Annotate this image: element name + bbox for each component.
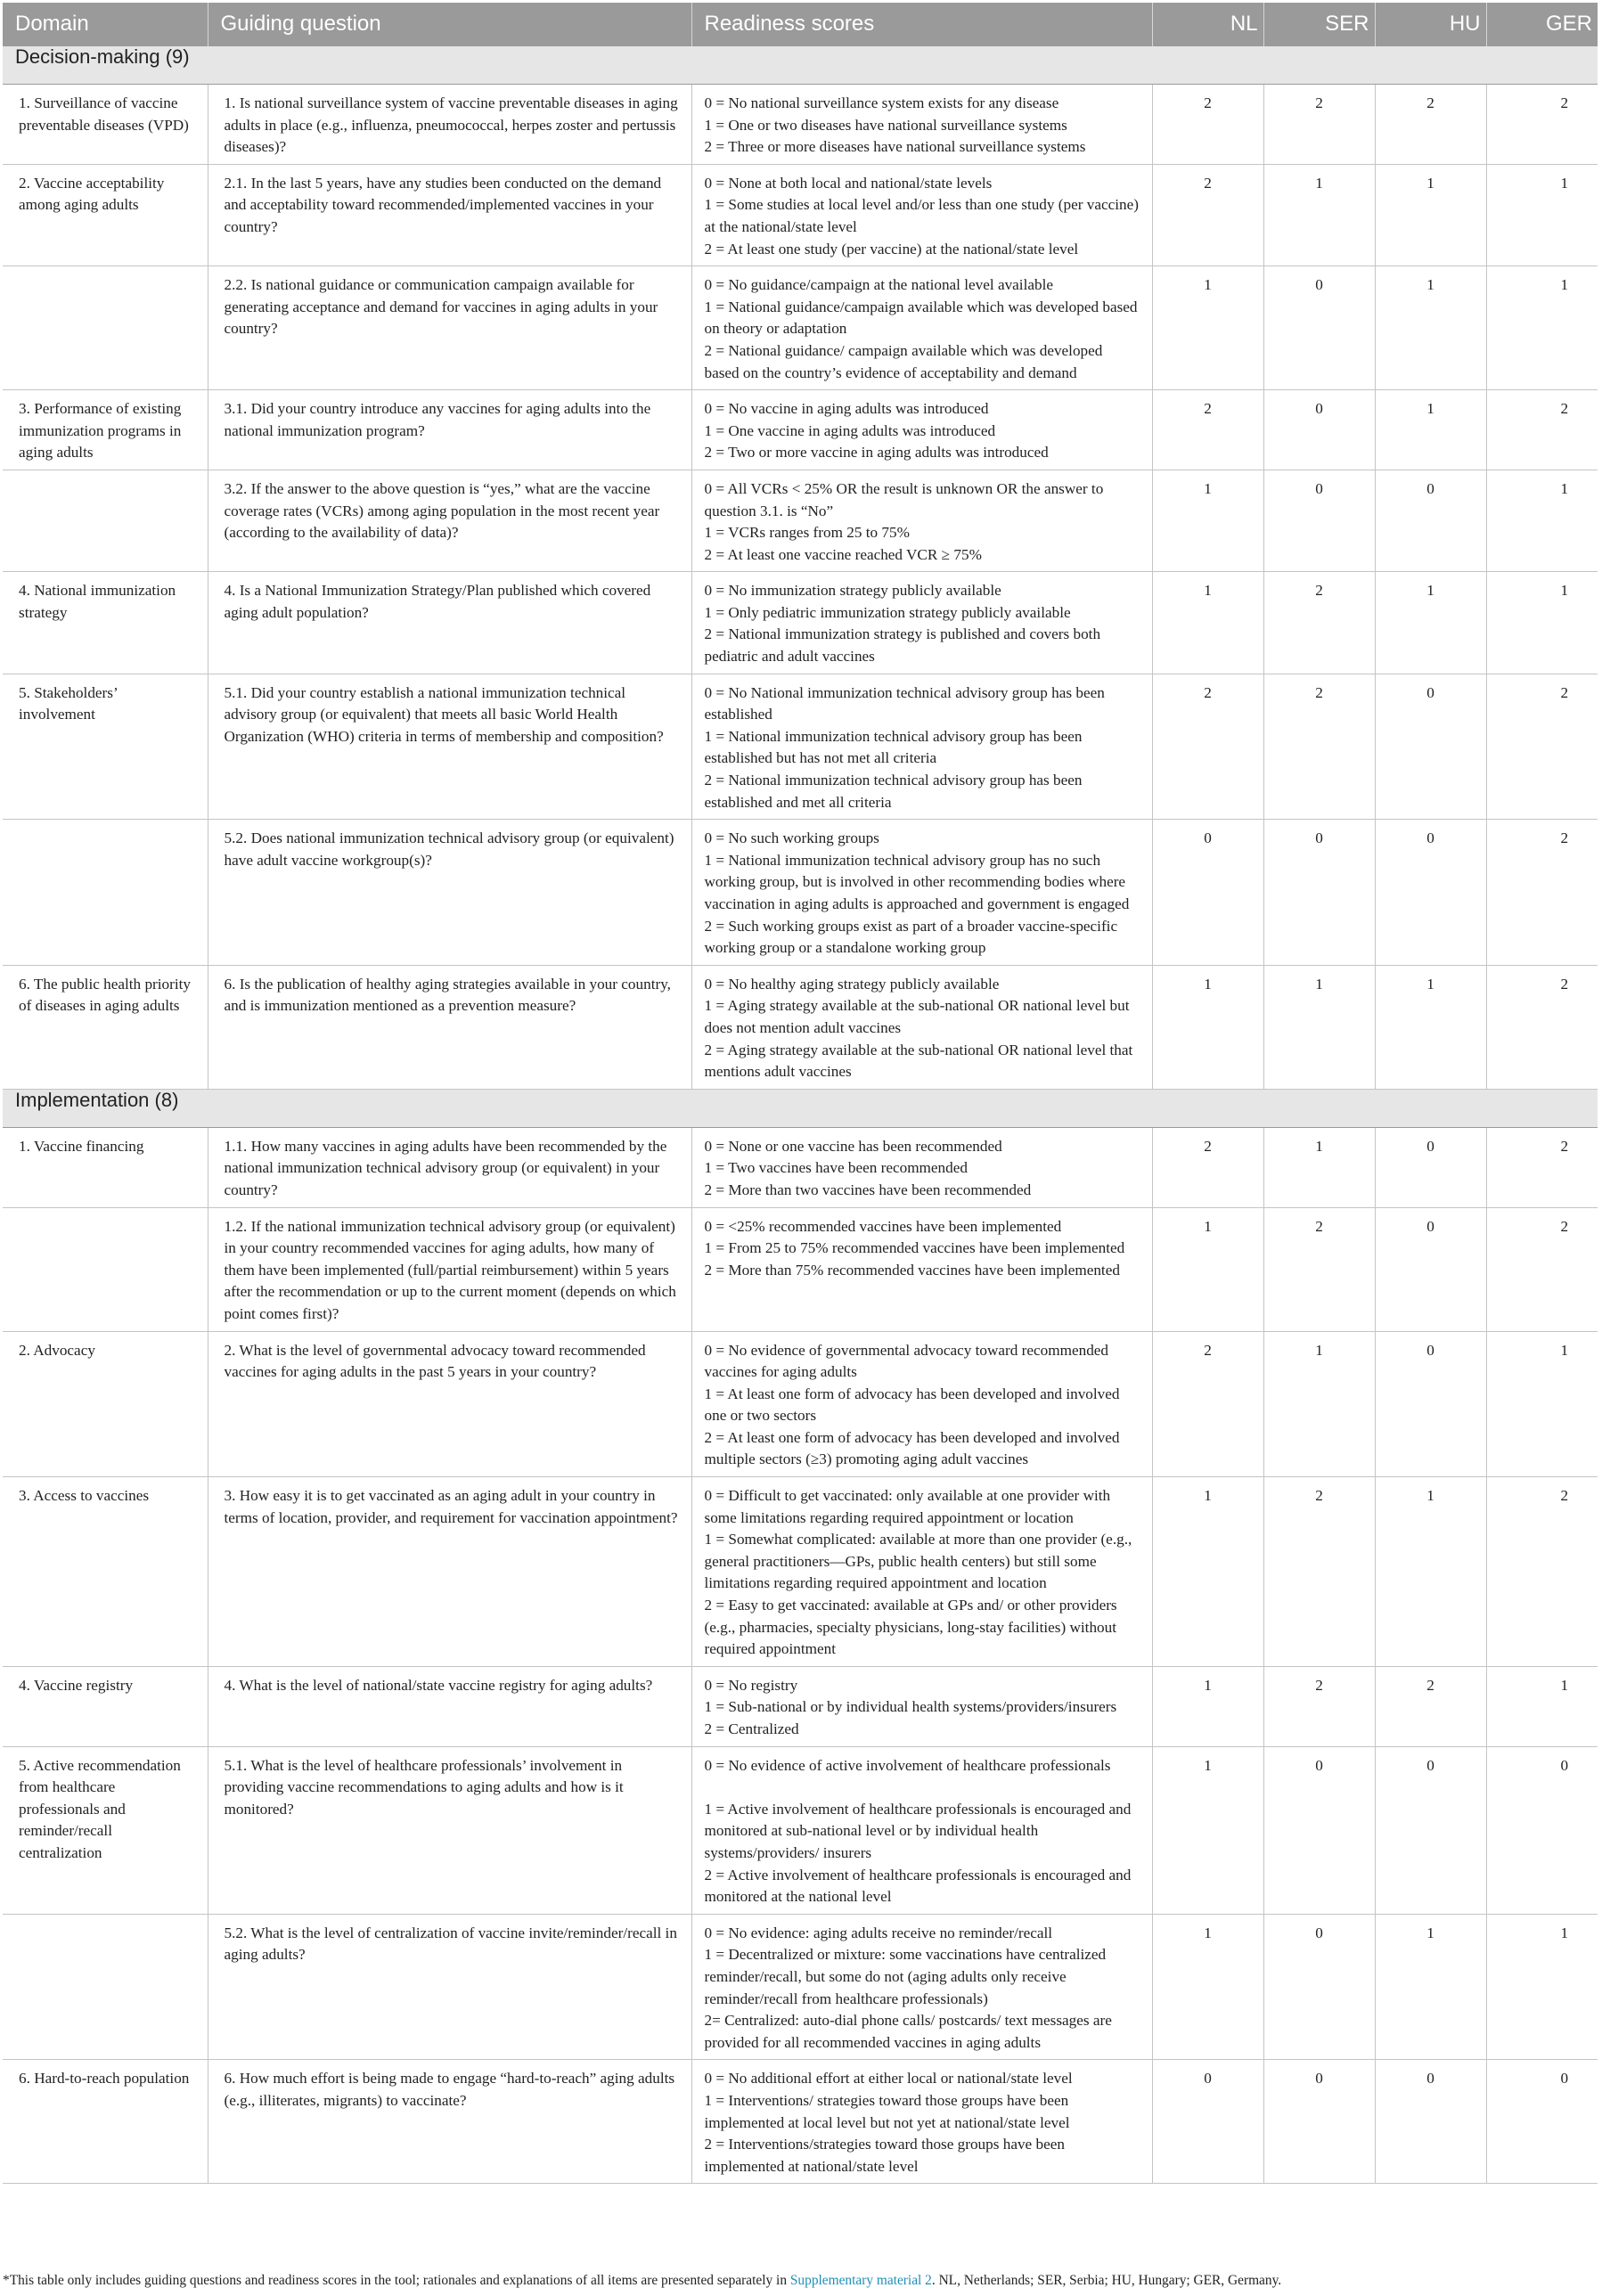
footnote-text-end: . NL, Netherlands; SER, Serbia; HU, Hungary; GER, Germany.: [931, 2273, 1282, 2288]
question-cell: 2.2. Is national guidance or communication campaign available for generating acceptance and demand for vaccines in aging adults in your country?: [208, 266, 691, 390]
table-row: [3, 470, 1598, 571]
domain-cell: 5. Stakeholders’ involvement: [3, 674, 208, 820]
domain-cell: 5. Active recommendation from healthcare professionals and reminder/recall centralization: [3, 1746, 208, 1914]
score-ser: 2: [1263, 85, 1375, 165]
scores-cell: [691, 390, 1152, 470]
header-domain: Domain: [3, 3, 208, 46]
header-ser: SER: [1263, 3, 1375, 46]
score-line: 1 = From 25 to 75% recommended vaccines have been implemented: [704, 1239, 1125, 1257]
score-nl: 0: [1152, 2060, 1263, 2184]
question-cell: 6. Is the publication of healthy aging strategies available in your country, and is immunization mentioned as a prevention measure?: [208, 965, 691, 1089]
score-nl: 1: [1152, 1746, 1263, 1914]
score-line: 1 = Decentralized or mixture: some vaccinations have centralized reminder/recall, but some do not (aging adults only receive reminder/recall from healthcare professionals): [704, 1946, 1107, 2007]
domain-cell: [3, 1914, 208, 2060]
scores-cell: [691, 1127, 1152, 1207]
score-ser: 2: [1263, 1207, 1375, 1331]
table-row: [3, 965, 1598, 1089]
score-line: 0 = No guidance/campaign at the national level available: [704, 276, 1053, 294]
score-line: 2 = Interventions/strategies toward those groups have been implemented at national/state level: [704, 2136, 1065, 2175]
score-ger: 2: [1486, 674, 1598, 820]
score-line: 1 = Aging strategy available at the sub-national OR national level but does not mention adult vaccines: [704, 997, 1130, 1036]
domain-cell: [3, 820, 208, 966]
score-nl: 1: [1152, 1477, 1263, 1667]
score-line: 0 = None or one vaccine has been recommended: [704, 1137, 1002, 1155]
score-ser: 2: [1263, 674, 1375, 820]
footnote-text: *This table only includes guiding questions and readiness scores in the tool; rationales and explanations of all items are presented separately in: [3, 2273, 790, 2288]
score-line: 0 = No evidence of active involvement of healthcare professionals: [704, 1756, 1111, 1774]
score-ger: 1: [1486, 1914, 1598, 2060]
question-cell: 1.1. How many vaccines in aging adults have been recommended by the national immunization technical advisory group (or equivalent) in your country?: [208, 1127, 691, 1207]
score-ger: 2: [1486, 85, 1598, 165]
table-row: [3, 1914, 1598, 2060]
score-hu: 0: [1375, 470, 1486, 571]
table-row: [3, 266, 1598, 390]
score-hu: 0: [1375, 674, 1486, 820]
score-hu: 0: [1375, 1207, 1486, 1331]
score-ger: 0: [1486, 2060, 1598, 2184]
score-hu: 2: [1375, 1666, 1486, 1746]
score-ger: 2: [1486, 1207, 1598, 1331]
table-row: [3, 390, 1598, 470]
score-ger: 2: [1486, 1127, 1598, 1207]
scores-cell: [691, 1207, 1152, 1331]
header-nl: NL: [1152, 3, 1263, 46]
question-cell: 3.2. If the answer to the above question is “yes,” what are the vaccine coverage rates (VCRs) among aging population in the most recent year (according to the availability of data)?: [208, 470, 691, 571]
scores-cell: [691, 965, 1152, 1089]
question-cell: 3.1. Did your country introduce any vaccines for aging adults into the national immunization program?: [208, 390, 691, 470]
score-line: 2 = National guidance/ campaign available which was developed based on the country’s evidence of acceptability and demand: [704, 341, 1103, 381]
score-line: 2 = Such working groups exist as part of a broader vaccine-specific working group or a standalone working group: [704, 917, 1118, 957]
score-line: 1 = Two vaccines have been recommended: [704, 1159, 968, 1177]
section-row: [3, 46, 1598, 85]
score-ger: 1: [1486, 1331, 1598, 1477]
score-hu: 1: [1375, 1914, 1486, 2060]
score-line: 0 = No healthy aging strategy publicly available: [704, 975, 1000, 993]
score-hu: 1: [1375, 1477, 1486, 1667]
question-cell: 3. How easy it is to get vaccinated as an aging adult in your country in terms of location, provider, and requirement for vaccination appointment?: [208, 1477, 691, 1667]
supplementary-link[interactable]: Supplementary material 2: [789, 2273, 932, 2288]
scores-cell: [691, 674, 1152, 820]
score-line: 0 = No national surveillance system exists for any disease: [704, 94, 1059, 111]
question-cell: 5.1. Did your country establish a national immunization technical advisory group (or equivalent) that meets all basic World Health Organization (WHO) criteria in terms of membership and composition?: [208, 674, 691, 820]
table-container: [3, 3, 1598, 2184]
score-hu: 0: [1375, 1746, 1486, 1914]
question-cell: 5.1. What is the level of healthcare professionals’ involvement in providing vaccine recommendations to aging adults and how is it monitored?: [208, 1746, 691, 1914]
question-cell: 2. What is the level of governmental advocacy toward recommended vaccines for aging adults in the past 5 years in your country?: [208, 1331, 691, 1477]
score-ger: 0: [1486, 1746, 1598, 1914]
score-line: 1 = VCRs ranges from 25 to 75%: [704, 524, 910, 542]
readiness-table: [3, 3, 1598, 2184]
score-line: 0 = Difficult to get vaccinated: only available at one provider with some limitations regarding required appointment or location: [704, 1487, 1111, 1526]
score-line: 2 = More than two vaccines have been recommended: [704, 1181, 1032, 1198]
question-cell: 4. Is a National Immunization Strategy/Plan published which covered aging adult population?: [208, 572, 691, 674]
table-row: [3, 1746, 1598, 1914]
score-ser: 2: [1263, 1666, 1375, 1746]
domain-cell: 3. Access to vaccines: [3, 1477, 208, 1667]
table-body: [3, 46, 1598, 2184]
score-nl: 1: [1152, 1914, 1263, 2060]
score-nl: 2: [1152, 164, 1263, 266]
question-cell: 5.2. What is the level of centralization of vaccine invite/reminder/recall in aging adults?: [208, 1914, 691, 2060]
table-row: [3, 1331, 1598, 1477]
score-ger: 2: [1486, 390, 1598, 470]
score-nl: 1: [1152, 470, 1263, 571]
header-hu: HU: [1375, 3, 1486, 46]
table-row: [3, 1666, 1598, 1746]
score-hu: 0: [1375, 820, 1486, 966]
score-ser: 0: [1263, 820, 1375, 966]
scores-cell: [691, 164, 1152, 266]
question-cell: 5.2. Does national immunization technical advisory group (or equivalent) have adult vaccine workgroup(s)?: [208, 820, 691, 966]
score-ser: 0: [1263, 266, 1375, 390]
score-line: 2= Centralized: auto-dial phone calls/ postcards/ text messages are provided for all recommended vaccines in aging adults: [704, 2012, 1112, 2051]
score-nl: 0: [1152, 820, 1263, 966]
score-nl: 1: [1152, 965, 1263, 1089]
domain-cell: 1. Vaccine financing: [3, 1127, 208, 1207]
score-line: 0 = No additional effort at either local or national/state level: [704, 2070, 1073, 2088]
score-hu: 0: [1375, 1127, 1486, 1207]
score-line: 0 = No vaccine in aging adults was introduced: [704, 400, 989, 418]
table-row: [3, 1477, 1598, 1667]
question-cell: 1. Is national surveillance system of vaccine preventable diseases in aging adults in place (e.g., influenza, pneumococcal, herpes zoster and pertussis diseases)?: [208, 85, 691, 165]
score-ger: 1: [1486, 164, 1598, 266]
score-line: 0 = All VCRs < 25% OR the result is unknown OR the answer to question 3.1. is “No”: [704, 479, 1104, 519]
score-ser: 0: [1263, 390, 1375, 470]
score-nl: 2: [1152, 390, 1263, 470]
score-line: 2 = More than 75% recommended vaccines have been implemented: [704, 1261, 1120, 1279]
domain-cell: 6. The public health priority of diseases in aging adults: [3, 965, 208, 1089]
table-row: [3, 164, 1598, 266]
score-ger: 1: [1486, 470, 1598, 571]
scores-cell: [691, 820, 1152, 966]
header-ger: GER: [1486, 3, 1598, 46]
score-line: 1 = Sub-national or by individual health systems/providers/insurers: [704, 1698, 1117, 1716]
score-ser: 1: [1263, 1331, 1375, 1477]
scores-cell: [691, 1914, 1152, 2060]
score-nl: 1: [1152, 572, 1263, 674]
score-line: 1 = One vaccine in aging adults was introduced: [704, 421, 996, 439]
score-line: 2 = National immunization technical advisory group has been established and met all criteria: [704, 772, 1083, 811]
domain-cell: 4. Vaccine registry: [3, 1666, 208, 1746]
score-line: 2 = At least one form of advocacy has been developed and involved multiple sectors (≥3) promoting aging adult vaccines: [704, 1428, 1120, 1468]
score-ser: 0: [1263, 470, 1375, 571]
score-line: 1 = One or two diseases have national surveillance systems: [704, 116, 1067, 134]
domain-cell: 2. Vaccine acceptability among aging adults: [3, 164, 208, 266]
header-question: Guiding question: [208, 3, 691, 46]
score-hu: 1: [1375, 390, 1486, 470]
table-row: [3, 820, 1598, 966]
scores-cell: [691, 1477, 1152, 1667]
score-ser: 0: [1263, 1914, 1375, 2060]
score-line: 0 = No such working groups: [704, 829, 879, 847]
score-line: 1 = Active involvement of healthcare professionals is encouraged and monitored at sub-national level or by individual health systems/providers/ insurers: [704, 1800, 1132, 1861]
score-ser: 1: [1263, 965, 1375, 1089]
score-nl: 1: [1152, 1207, 1263, 1331]
header-row: [3, 3, 1598, 46]
score-line: 0 = No evidence of governmental advocacy toward recommended vaccines for aging adults: [704, 1341, 1109, 1381]
score-line: 2 = Two or more vaccine in aging adults was introduced: [704, 444, 1049, 462]
score-line: 0 = No registry: [704, 1676, 798, 1694]
score-hu: 1: [1375, 266, 1486, 390]
table-row: [3, 674, 1598, 820]
table-row: [3, 85, 1598, 165]
score-ser: 2: [1263, 1477, 1375, 1667]
score-ser: 0: [1263, 2060, 1375, 2184]
table-row: [3, 572, 1598, 674]
score-nl: 2: [1152, 1127, 1263, 1207]
domain-cell: [3, 266, 208, 390]
question-cell: 4. What is the level of national/state vaccine registry for aging adults?: [208, 1666, 691, 1746]
score-line: 2 = Active involvement of healthcare professionals is encouraged and monitored at the national level: [704, 1866, 1132, 1906]
score-line: [705, 1777, 1140, 1799]
domain-cell: 4. National immunization strategy: [3, 572, 208, 674]
score-ser: 1: [1263, 1127, 1375, 1207]
score-line: 0 = <25% recommended vaccines have been implemented: [704, 1217, 1062, 1235]
score-line: 1 = Some studies at local level and/or less than one study (per vaccine) at the national/state level: [704, 196, 1139, 235]
score-ger: 1: [1486, 1666, 1598, 1746]
score-line: 1 = Somewhat complicated: available at more than one provider (e.g., general practitioners—GPs, public health centers) but still some limitations regarding required appointment and location: [704, 1531, 1132, 1592]
question-cell: 2.1. In the last 5 years, have any studies been conducted on the demand and acceptability toward recommended/implemented vaccines in your country?: [208, 164, 691, 266]
section-row: [3, 1089, 1598, 1127]
score-line: 1 = National immunization technical advisory group has no such working group, but is involved in other recommending bodies where vaccination in aging adults is approached and government is engaged: [704, 851, 1130, 912]
score-line: 2 = Aging strategy available at the sub-national OR national level that mentions adult vaccines: [704, 1041, 1133, 1081]
score-nl: 2: [1152, 85, 1263, 165]
score-line: 2 = Easy to get vaccinated: available at GPs and/ or other providers (e.g., pharmacies, specialty physicians, long-stay facilities) without required appointment: [704, 1597, 1117, 1658]
score-ger: 2: [1486, 1477, 1598, 1667]
score-hu: 1: [1375, 164, 1486, 266]
score-nl: 2: [1152, 1331, 1263, 1477]
footnote: [3, 2273, 1599, 2289]
score-line: 0 = None at both local and national/state levels: [704, 174, 993, 192]
score-line: 1 = Interventions/ strategies toward those groups have been implemented at local level but not yet at national/state level: [704, 2091, 1070, 2131]
score-line: 0 = No evidence: aging adults receive no reminder/recall: [704, 1924, 1053, 1941]
scores-cell: [691, 470, 1152, 571]
question-cell: 1.2. If the national immunization technical advisory group (or equivalent) in your country recommended vaccines for aging adults, how many of them have been implemented (full/partial reimbursement) within 5 years after the recommendation or up to the current moment (depends on which point comes first)?: [208, 1207, 691, 1331]
score-ser: 2: [1263, 572, 1375, 674]
score-line: 2 = Three or more diseases have national surveillance systems: [704, 138, 1086, 156]
score-line: 2 = At least one vaccine reached VCR ≥ 75%: [704, 545, 982, 563]
scores-cell: [691, 1331, 1152, 1477]
score-line: 2 = National immunization strategy is published and covers both pediatric and adult vaccines: [704, 625, 1101, 666]
score-line: 1 = National immunization technical advisory group has been established but has not met all criteria: [704, 727, 1083, 767]
score-ger: 2: [1486, 965, 1598, 1089]
table-row: [3, 1207, 1598, 1331]
score-line: 0 = No National immunization technical advisory group has been established: [704, 683, 1105, 723]
score-hu: 0: [1375, 1331, 1486, 1477]
score-line: 1 = Only pediatric immunization strategy publicly available: [704, 603, 1071, 621]
header-scores: Readiness scores: [691, 3, 1152, 46]
score-hu: 2: [1375, 85, 1486, 165]
scores-cell: [691, 266, 1152, 390]
score-nl: 1: [1152, 266, 1263, 390]
scores-cell: [691, 2060, 1152, 2184]
question-cell: 6. How much effort is being made to engage “hard-to-reach” aging adults (e.g., illiterates, migrants) to vaccinate?: [208, 2060, 691, 2184]
score-hu: 0: [1375, 2060, 1486, 2184]
table-row: [3, 1127, 1598, 1207]
domain-cell: 2. Advocacy: [3, 1331, 208, 1477]
score-ger: 2: [1486, 820, 1598, 966]
domain-cell: [3, 470, 208, 571]
score-hu: 1: [1375, 965, 1486, 1089]
scores-cell: [691, 1666, 1152, 1746]
score-ger: 1: [1486, 572, 1598, 674]
score-hu: 1: [1375, 572, 1486, 674]
score-nl: 2: [1152, 674, 1263, 820]
domain-cell: 3. Performance of existing immunization programs in aging adults: [3, 390, 208, 470]
score-line: 1 = At least one form of advocacy has been developed and involved one or two sectors: [704, 1385, 1120, 1425]
score-line: 0 = No immunization strategy publicly available: [704, 582, 1001, 600]
scores-cell: [691, 85, 1152, 165]
scores-cell: [691, 1746, 1152, 1914]
score-line: 2 = Centralized: [704, 1720, 799, 1737]
domain-cell: 1. Surveillance of vaccine preventable diseases (VPD): [3, 85, 208, 165]
section-title: Decision-making (9): [3, 46, 1598, 85]
table-row: [3, 2060, 1598, 2184]
domain-cell: [3, 1207, 208, 1331]
score-ger: 1: [1486, 266, 1598, 390]
section-title: Implementation (8): [3, 1089, 1598, 1127]
score-line: 1 = National guidance/campaign available which was developed based on theory or adaptation: [704, 298, 1138, 338]
score-nl: 1: [1152, 1666, 1263, 1746]
score-line: 2 = At least one study (per vaccine) at the national/state level: [704, 240, 1079, 257]
score-ser: 1: [1263, 164, 1375, 266]
score-ser: 0: [1263, 1746, 1375, 1914]
scores-cell: [691, 572, 1152, 674]
domain-cell: 6. Hard-to-reach population: [3, 2060, 208, 2184]
